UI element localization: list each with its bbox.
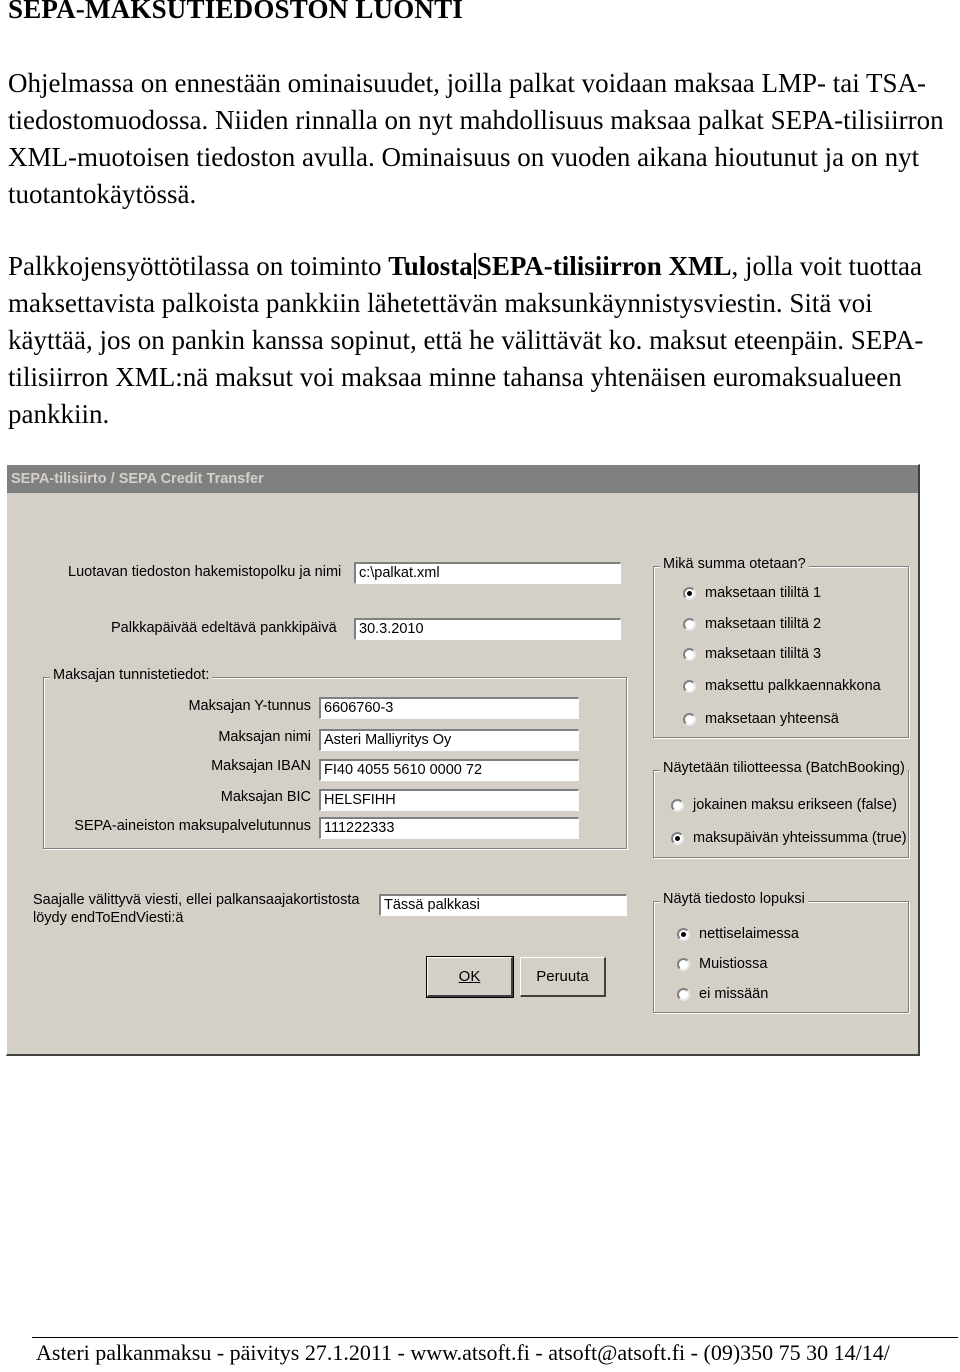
- sum-option-4-label: maksettu palkkaennakkona: [705, 678, 881, 694]
- sepa-dialog: [6, 464, 920, 1056]
- ok-button-label: OK: [458, 968, 481, 985]
- show-group-legend: Näytä tiedosto lopuksi: [660, 891, 808, 907]
- payer-serviceid-label: SEPA-aineiston maksupalvelutunnus: [74, 818, 311, 834]
- batch-option-1-label: jokainen maksu erikseen (false): [693, 797, 897, 813]
- path-input[interactable]: c:\palkat.xml: [354, 562, 621, 584]
- batch-option-2[interactable]: [671, 828, 907, 848]
- radio-icon[interactable]: [683, 648, 696, 661]
- para2-rest: , jolla voit tuottaa maksettavista palkoista pankkiin lähetettävän maksunkäynnistysviestin. Sitä voi käyttää, jos on pankin kanssa sopinut, että he välittävät ko. maksut eteenpäin. SEPA-tilisiirron XML:nä maksut voi maksaa minne tahansa yhtenäisen euromaksualueen pankkiin.: [8, 251, 924, 429]
- show-option-1[interactable]: [677, 924, 799, 944]
- payer-ytunnus-input[interactable]: 6606760-3: [319, 697, 579, 719]
- radio-icon[interactable]: [677, 928, 690, 941]
- sum-option-3-label: maksetaan tililtä 3: [705, 646, 822, 662]
- show-option-2[interactable]: [677, 954, 768, 974]
- show-option-3[interactable]: [677, 984, 768, 1004]
- menu-sepa-xml: SEPA-tilisiirron XML: [476, 251, 732, 281]
- footer-rule: [32, 1337, 958, 1338]
- radio-icon[interactable]: [683, 618, 696, 631]
- show-option-3-label: ei missään: [699, 986, 769, 1002]
- path-label: Luotavan tiedoston hakemistopolku ja nimi: [68, 564, 342, 580]
- show-option-2-label: Muistiossa: [699, 956, 768, 972]
- batch-option-2-label: maksupäivän yhteissumma (true): [693, 830, 907, 846]
- sum-option-4[interactable]: [683, 676, 881, 696]
- bankday-input[interactable]: 30.3.2010: [354, 618, 621, 640]
- message-input[interactable]: Tässä palkkasi: [379, 894, 627, 916]
- payer-bic-input[interactable]: HELSFIHH: [319, 789, 579, 811]
- payer-bic-label: Maksajan BIC: [220, 789, 311, 805]
- menu-tulosta: Tulosta: [388, 251, 473, 281]
- sum-option-2-label: maksetaan tililtä 2: [705, 616, 822, 632]
- para2-intro: Palkkojensyöttötilassa on toiminto: [8, 251, 389, 281]
- payer-group-legend: Maksajan tunnistetiedot:: [50, 667, 212, 683]
- radio-icon[interactable]: [677, 988, 690, 1001]
- radio-icon[interactable]: [677, 958, 690, 971]
- sum-option-3[interactable]: [683, 644, 821, 664]
- payer-iban-input[interactable]: FI40 4055 5610 0000 72: [319, 759, 579, 781]
- ok-button[interactable]: [427, 957, 513, 997]
- cancel-button-label: Peruuta: [536, 968, 589, 985]
- radio-icon[interactable]: [683, 587, 696, 600]
- show-option-1-label: nettiselaimessa: [699, 926, 799, 942]
- radio-icon[interactable]: [671, 799, 684, 812]
- menu-separator: [474, 253, 476, 279]
- page-heading: SEPA-MAKSUTIEDOSTON LUONTI: [8, 0, 464, 24]
- message-label-line2: löydy endToEndViesti:ä: [33, 910, 184, 926]
- bankday-label: Palkkapäivää edeltävä pankkipäivä: [111, 620, 337, 636]
- payer-serviceid-input[interactable]: 111222333: [319, 817, 579, 839]
- cancel-button[interactable]: [520, 957, 606, 997]
- sum-option-1[interactable]: [683, 583, 821, 603]
- payer-name-label: Maksajan nimi: [218, 729, 311, 745]
- page-footer: Asteri palkanmaksu - päivitys 27.1.2011 - www.atsoft.fi - atsoft@atsoft.fi - (09)350 75 30 14/14/: [36, 1340, 890, 1365]
- message-label-line1: Saajalle välittyvä viesti, ellei palkansaajakortistosta: [33, 892, 360, 908]
- payer-name-input[interactable]: Asteri Malliyritys Oy: [319, 729, 579, 751]
- sum-option-5[interactable]: [683, 709, 839, 729]
- payer-iban-label: Maksajan IBAN: [211, 758, 311, 774]
- instructions-paragraph: [8, 248, 948, 433]
- payer-ytunnus-label: Maksajan Y-tunnus: [188, 698, 311, 714]
- sum-option-1-label: maksetaan tililtä 1: [705, 585, 822, 601]
- radio-icon[interactable]: [683, 680, 696, 693]
- radio-icon[interactable]: [671, 832, 684, 845]
- batch-option-1[interactable]: [671, 795, 897, 815]
- batch-group-legend: Näytetään tiliotteessa (BatchBooking): [660, 760, 908, 776]
- dialog-titlebar: SEPA-tilisiirto / SEPA Credit Transfer: [7, 465, 918, 493]
- sum-option-2[interactable]: [683, 614, 821, 634]
- radio-icon[interactable]: [683, 713, 696, 726]
- intro-paragraph: Ohjelmassa on ennestään ominaisuudet, joilla palkat voidaan maksaa LMP- tai TSA-tiedostomuodossa. Niiden rinnalla on nyt mahdollisuus maksaa palkat SEPA-tilisiirron XML-muotoisen tiedoston avulla. Ominaisuus on vuoden aikana hioutunut ja on nyt tuotantokäytössä.: [8, 68, 944, 209]
- sum-option-5-label: maksetaan yhteensä: [705, 711, 839, 727]
- sum-group-legend: Mikä summa otetaan?: [660, 556, 809, 572]
